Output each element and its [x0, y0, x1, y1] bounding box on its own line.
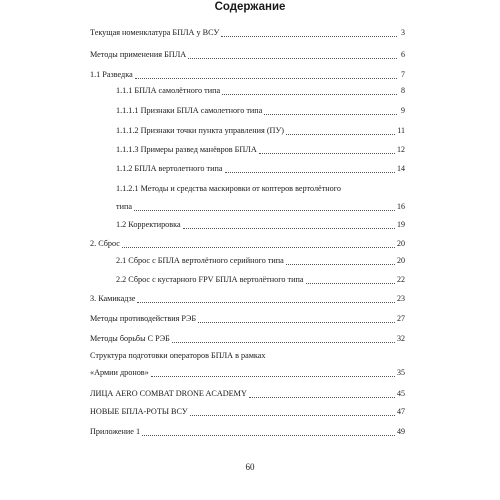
toc-entry-page: 12 — [397, 145, 405, 154]
toc-entry-page: 3 — [401, 28, 405, 37]
toc-entry-label: 2.2 Сброс с кустарного FPV БПЛА вертолётного типа — [116, 275, 304, 284]
toc-entry-label: 1.1 Разведка — [90, 70, 133, 79]
toc-entry-page: 20 — [397, 239, 405, 248]
dot-leader — [222, 94, 397, 95]
toc-entry-label: Методы применения БПЛА — [90, 50, 187, 59]
dot-leader — [183, 228, 395, 229]
toc-entry-page: 19 — [397, 220, 405, 229]
toc-entry-page: 20 — [397, 256, 405, 265]
toc-entry-label: НОВЫЕ БПЛА-РОТЫ ВСУ — [90, 407, 188, 416]
dot-leader — [137, 302, 395, 303]
dot-leader — [286, 134, 395, 135]
toc-entry-page: 49 — [397, 427, 405, 436]
toc-entry-page: 9 — [401, 106, 405, 115]
toc-entry[interactable] — [116, 254, 405, 268]
dot-leader — [142, 435, 395, 436]
toc-entry-page: 7 — [401, 70, 405, 79]
dot-leader — [134, 210, 395, 211]
toc-entry-label: 2.1 Сброс с БПЛА вертолётного серийного типа — [116, 256, 284, 265]
toc-entry[interactable] — [116, 84, 405, 98]
toc-entry-label-line1[interactable]: Структура подготовки операторов БПЛА в рамках — [90, 351, 266, 360]
toc-entry[interactable] — [90, 26, 405, 40]
toc-entry-page: 22 — [397, 275, 405, 284]
toc-heading: Содержание — [214, 1, 286, 13]
toc-entry-label: 1.1.1 БПЛА самолётного типа — [116, 86, 221, 95]
toc-entry-page: 8 — [401, 86, 405, 95]
page-number: 60 — [245, 462, 255, 472]
toc-entry-page: 14 — [397, 164, 405, 173]
toc-entry[interactable] — [116, 162, 405, 176]
toc-entry-label: 1.2 Корректировка — [116, 220, 181, 229]
toc-entry-page: 11 — [397, 126, 405, 135]
dot-leader — [172, 342, 395, 343]
toc-entry-label: ЛИЦА AERO COMBAT DRONE ACADEMY — [90, 389, 247, 398]
toc-entry[interactable] — [90, 387, 405, 401]
dot-leader — [151, 376, 395, 377]
toc-entry[interactable] — [90, 425, 405, 439]
toc-entry-label: Приложение 1 — [90, 427, 141, 436]
toc-entry[interactable] — [90, 312, 405, 326]
toc-entry-page: 32 — [397, 334, 405, 343]
toc-entry-label: Текущая номенклатура БПЛА у ВСУ — [90, 28, 220, 37]
toc-entry[interactable] — [116, 218, 405, 232]
toc-entry-page: 45 — [397, 389, 405, 398]
dot-leader — [135, 78, 397, 79]
toc-entry-label: 1.1.1.1 Признаки БПЛА самолетного типа — [116, 106, 263, 115]
toc-entry[interactable] — [90, 237, 405, 251]
toc-entry-label: Методы противодействия РЭБ — [90, 314, 197, 323]
toc-entry-page: 27 — [397, 314, 405, 323]
toc-entry-label: 1.1.1.2 Признаки точки пункта управления (ПУ) — [116, 126, 284, 135]
dot-leader — [306, 283, 395, 284]
dot-leader — [221, 36, 397, 37]
toc-entry-label-line2: типа — [116, 202, 132, 211]
toc-entry-page: 35 — [397, 368, 405, 377]
toc-entry[interactable] — [116, 104, 405, 118]
dot-leader — [249, 397, 395, 398]
toc-entry-label: Методы борьбы С РЭБ — [90, 334, 170, 343]
toc-entry-page: 6 — [401, 50, 405, 59]
toc-entry-label: 3. Камикадзе — [90, 294, 136, 303]
toc-entry-label-line1[interactable]: 1.1.2.1 Методы и средства маскировки от коптеров вертолётного — [116, 184, 341, 193]
toc-entry-page: 16 — [397, 202, 405, 211]
dot-leader — [198, 322, 395, 323]
toc-entry[interactable] — [90, 366, 405, 380]
toc-entry[interactable] — [90, 48, 405, 62]
toc-entry-label: 1.1.2 БПЛА вертолетного типа — [116, 164, 223, 173]
dot-leader — [286, 264, 395, 265]
toc-entry[interactable] — [90, 292, 405, 306]
toc-entry-page: 23 — [397, 294, 405, 303]
toc-entry-label: 1.1.1.3 Примеры развед манёвров БПЛА — [116, 145, 257, 154]
dot-leader — [188, 58, 397, 59]
toc-entry[interactable] — [90, 68, 405, 82]
dot-leader — [190, 415, 395, 416]
dot-leader — [122, 247, 395, 248]
toc-entry-page: 47 — [397, 407, 405, 416]
toc-entry-label: 2. Сброс — [90, 239, 120, 248]
dot-leader — [225, 172, 396, 173]
toc-entry[interactable] — [116, 200, 405, 214]
dot-leader — [259, 153, 395, 154]
toc-entry[interactable] — [116, 273, 405, 287]
toc-entry[interactable] — [116, 124, 405, 138]
toc-entry[interactable] — [116, 143, 405, 157]
toc-entry[interactable] — [90, 405, 405, 419]
toc-entry[interactable] — [90, 332, 405, 346]
toc-entry-label-line2: «Армии дронов» — [90, 368, 149, 377]
dot-leader — [264, 114, 397, 115]
